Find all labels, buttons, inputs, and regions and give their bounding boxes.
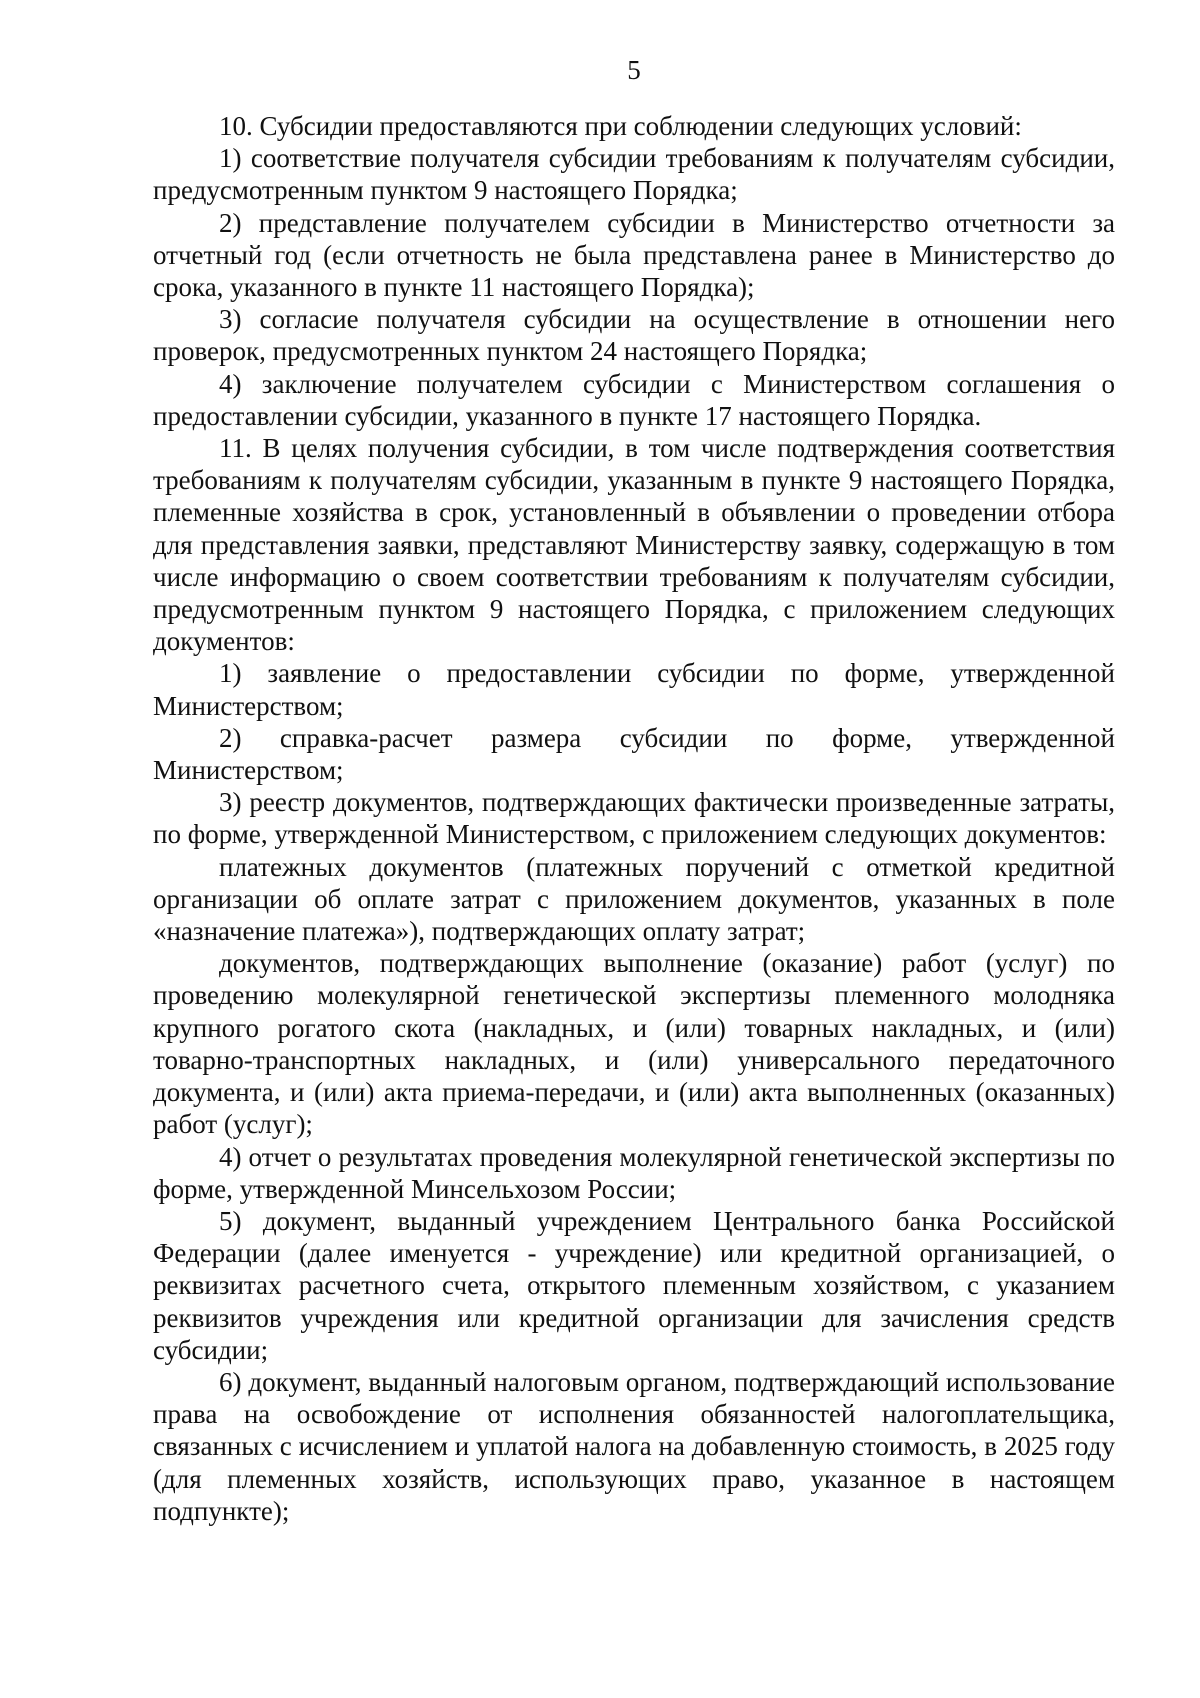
paragraph-item-10-3: 3) согласие получателя субсидии на осуществление в отношении него проверок, предусмотренных пунктом 24 настоящего Порядка; [153,304,1115,367]
paragraph-item-10-4: 4) заключение получателем субсидии с Министерством соглашения о предоставлении субсидии, указанного в пункте 17 настоящего Порядка. [153,368,1115,431]
paragraph-item-11-4: 4) отчет о результатах проведения молекулярной генетической экспертизы по форме, утвержденной Минсельхозом России; [153,1141,1115,1204]
paragraph-item-11-1: 1) заявление о предоставлении субсидии по форме, утвержденной Министерством; [153,658,1115,721]
paragraph-item-10: 10. Субсидии предоставляются при соблюдении следующих условий: [219,111,1022,141]
page-number: 5 [627,55,641,85]
paragraph-item-11-5: 5) документ, выданный учреждением Центрального банка Российской Федерации (далее именуется - учреждение) или кредитной организацией, о реквизитах расчетного счета, открытого племенным хозяйством, с указанием реквизитов учреждения или кредитной организации для зачисления средств субсидии; [153,1205,1115,1365]
paragraph-item-10-1: 1) соответствие получателя субсидии требованиям к получателям субсидии, предусмотренным пунктом 9 настоящего Порядка; [153,143,1115,206]
paragraph-item-11: 11. В целях получения субсидии, в том числе подтверждения соответствия требованиям к получателям субсидии, указанным в пункте 9 настоящего Порядка, племенные хозяйства в срок, установленный в объявлении о проведении отбора для представления заявки, представляют Министерству заявку, содержащую в том числе информацию о своем соответствии требованиям к получателям субсидии, предусмотренным пунктом 9 настоящего Порядка, с приложением следующих документов: [153,433,1115,657]
paragraph-item-11-3: 3) реестр документов, подтверждающих фактически произведенные затраты, по форме, утвержденной Министерством, с приложением следующих документов: [153,787,1115,850]
document-body [153,110,1115,1527]
paragraph-work-documents: документов, подтверждающих выполнение (оказание) работ (услуг) по проведению молекулярной генетической экспертизы племенного молодняка крупного рогатого скота (накладных, и (или) товарных накладных, и (или) товарно-транспортных накладных, и (или) универсального передаточного документа, и (или) акта приема-передачи, и (или) акта выполненных (оказанных) работ (услуг); [153,948,1115,1140]
paragraph-item-11-6: 6) документ, выданный налоговым органом, подтверждающий использование права на освобождение от исполнения обязанностей налогоплательщика, связанных с исчислением и уплатой налога на добавленную стоимость, в 2025 году (для племенных хозяйств, использующих право, указанное в настоящем подпункте); [153,1366,1115,1526]
paragraph-payment-documents: платежных документов (платежных поручений с отметкой кредитной организации об оплате затрат с приложением документов, указанных в поле «назначение платежа»), подтверждающих оплату затрат; [153,851,1115,947]
paragraph-item-11-2: 2) справка-расчет размера субсидии по форме, утвержденной Министерством; [153,722,1115,786]
paragraph-item-10-2: 2) представление получателем субсидии в Министерство отчетности за отчетный год (если отчетность не была представлена ранее в Министерство до срока, указанного в пункте 11 настоящего Порядка); [153,207,1115,303]
